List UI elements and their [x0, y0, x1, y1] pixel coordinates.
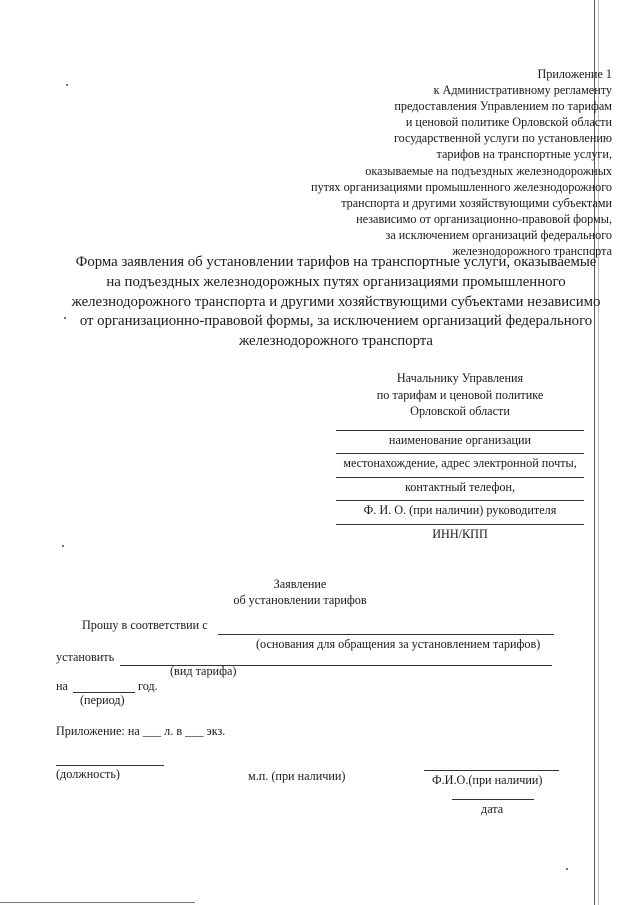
inn-kpp-field[interactable] [336, 524, 584, 525]
appendix-line: к Административному регламенту [433, 83, 612, 98]
date-field[interactable] [452, 799, 534, 800]
appendix-line: оказываемые на подъездных железнодорожных [365, 163, 612, 178]
appendix-header [252, 66, 612, 259]
tariff-caption: (вид тарифа) [170, 664, 237, 678]
appendix-line: независимо от организационно-правовой формы, [356, 211, 612, 226]
for-prefix: на [56, 679, 68, 693]
appendix-line: путях организациями промышленного железнодорожного [311, 179, 612, 194]
scan-speck [566, 868, 568, 870]
position-field[interactable] [56, 765, 164, 766]
period-caption: (период) [80, 693, 125, 707]
organization-name-field[interactable] [336, 430, 584, 431]
appendix-line: железнодорожного транспорта [452, 244, 612, 259]
establish-text: установить [56, 650, 115, 664]
basis-caption: (основания для обращения за установлением тарифов) [256, 637, 541, 651]
basis-field[interactable] [218, 634, 554, 635]
appendix-line: транспорта и другими хозяйствующими субъектами [341, 195, 612, 210]
form-title-line: от организационно-правовой формы, за исключением организаций федерального [79, 313, 593, 330]
director-name-field[interactable] [336, 500, 584, 501]
addressee-line: по тарифам и ценовой политике [376, 387, 544, 402]
appendix-line: предоставления Управлением по тарифам [394, 99, 612, 114]
scan-bottom-line [0, 902, 195, 903]
seal-caption: м.п. (при наличии) [248, 769, 346, 783]
position-caption: (должность) [56, 767, 120, 781]
field-caption: наименование организации [388, 432, 532, 447]
form-title-line: железнодорожного транспорта [239, 333, 433, 350]
fio-caption: Ф.И.О.(при наличии) [432, 773, 543, 787]
fio-field[interactable] [424, 770, 559, 771]
form-title-line: на подъездных железнодорожных путях организациями промышленного [106, 273, 566, 290]
statement-heading: Заявление [273, 577, 327, 591]
date-caption: дата [481, 802, 504, 816]
appendix-line: и ценовой политике Орловской области [405, 115, 612, 130]
appendix-line: за исключением организаций федерального [385, 227, 612, 242]
field-caption: контактный телефон, [404, 479, 516, 494]
appendix-line: тарифов на транспортные услуги, [436, 147, 612, 162]
appendix-line: государственной услуги по установлению [393, 131, 612, 146]
statement-title [200, 576, 400, 608]
scan-speck [62, 545, 64, 547]
appendix-line: Приложение 1 [537, 67, 612, 81]
form-title [48, 253, 624, 352]
field-caption: местонахождение, адрес электронной почты, [343, 456, 577, 470]
form-title-line: Форма заявления об установлении тарифов на транспортные услуги, оказываемые [75, 254, 597, 270]
statement-subheading: об установлении тарифов [233, 593, 367, 607]
addressee-block [336, 370, 584, 542]
request-text: Прошу в соответствии с [82, 618, 208, 632]
attachment-text: Приложение: на ___ л. в ___ экз. [56, 724, 226, 738]
addressee-line: Начальнику Управления [396, 371, 524, 385]
contact-phone-field[interactable] [336, 477, 584, 478]
field-caption: Ф. И. О. (при наличии) руководителя [363, 503, 557, 517]
form-title-line: железнодорожного транспорта и другими хозяйствующими субъектами независимо [71, 293, 601, 310]
address-email-field[interactable] [336, 453, 584, 454]
scan-speck [66, 84, 68, 86]
year-suffix: год. [138, 679, 158, 693]
addressee-line: Орловской области [410, 404, 510, 418]
field-caption: ИНН/КПП [432, 526, 488, 541]
